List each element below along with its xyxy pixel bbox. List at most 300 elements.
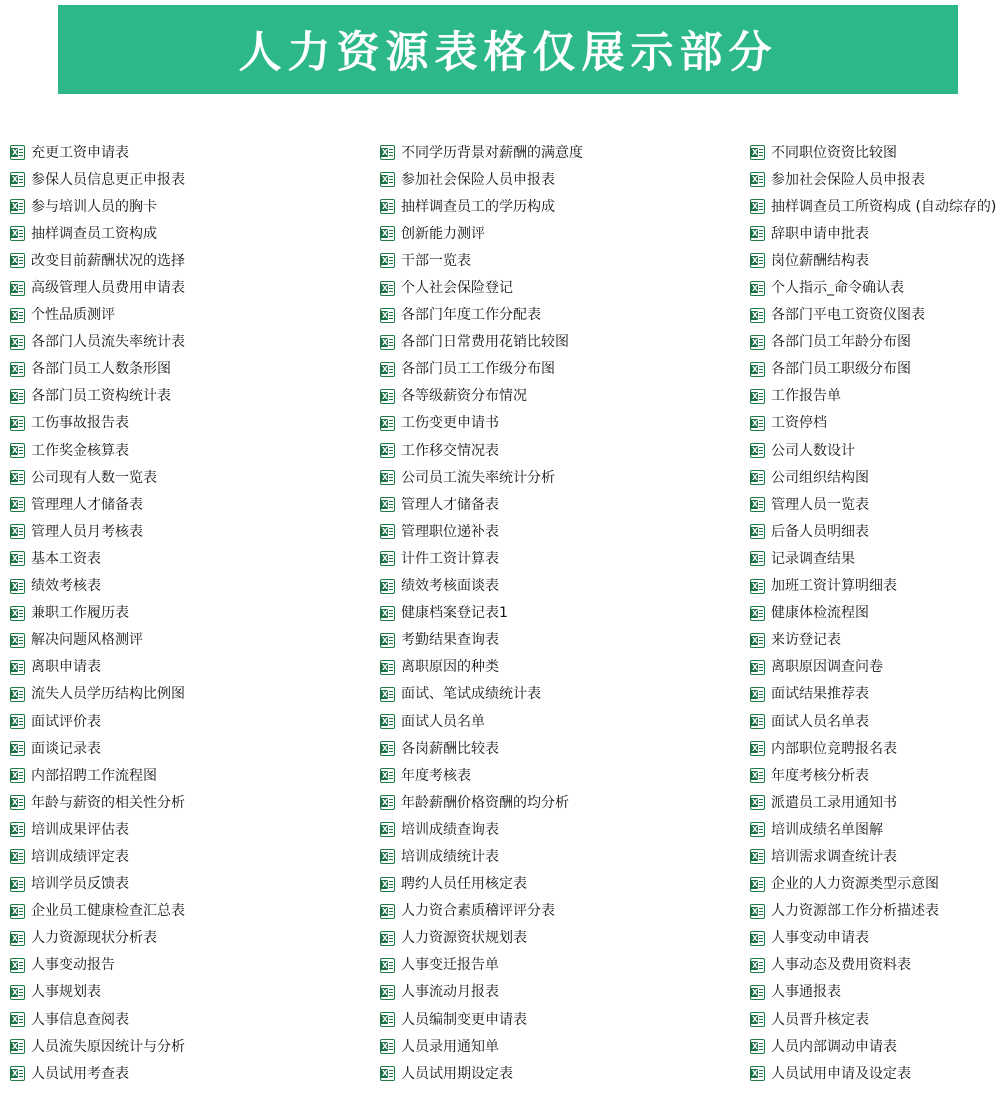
file-list-item[interactable]	[380, 600, 740, 627]
file-list-item[interactable]	[380, 1060, 740, 1087]
excel-file-icon	[750, 985, 765, 1000]
excel-file-icon	[750, 660, 765, 675]
file-list-item[interactable]	[10, 681, 370, 708]
file-name: 人力资源资状规划表	[401, 930, 527, 947]
file-name: 健康体检流程图	[771, 605, 869, 622]
file-name: 工伤事故报告表	[31, 415, 129, 432]
file-list-item[interactable]	[380, 518, 740, 545]
excel-file-icon	[10, 877, 25, 892]
file-name: 各等级薪资分布情况	[401, 388, 527, 405]
file-list-item[interactable]	[750, 762, 1000, 789]
excel-file-icon	[10, 822, 25, 837]
excel-file-icon	[380, 199, 395, 214]
file-list-item[interactable]	[380, 681, 740, 708]
file-list-item[interactable]	[750, 247, 1000, 274]
file-name: 抽样调查员工的学历构成	[401, 198, 555, 215]
file-name: 参与培训人员的胸卡	[31, 198, 157, 215]
file-list-item[interactable]	[10, 545, 370, 572]
excel-file-icon	[750, 226, 765, 241]
file-list-item[interactable]	[750, 600, 1000, 627]
file-list-item[interactable]	[380, 654, 740, 681]
file-name: 培训成绩名单图解	[771, 821, 883, 838]
file-name: 培训成果评估表	[31, 821, 129, 838]
excel-file-icon	[750, 904, 765, 919]
file-list-item[interactable]	[750, 437, 1000, 464]
file-name: 抽样调查员工所资构成 (自动综存的)	[771, 198, 997, 215]
file-list-item[interactable]	[10, 518, 370, 545]
file-column-1	[10, 139, 370, 1087]
file-list-item[interactable]	[380, 789, 740, 816]
file-list-item[interactable]	[10, 356, 370, 383]
file-name: 计件工资计算表	[401, 550, 499, 567]
excel-file-icon	[10, 849, 25, 864]
file-list-item[interactable]	[750, 518, 1000, 545]
file-name: 各部门员工工作级分布图	[401, 361, 555, 378]
excel-file-icon	[10, 741, 25, 756]
file-name: 健康档案登记表1	[401, 605, 508, 622]
file-list-item[interactable]	[10, 1060, 370, 1087]
excel-file-icon	[10, 551, 25, 566]
file-name: 后备人员明细表	[771, 523, 869, 540]
excel-file-icon	[380, 145, 395, 160]
file-list-item[interactable]	[380, 491, 740, 518]
excel-file-icon	[750, 714, 765, 729]
file-name: 离职原因调查问卷	[771, 659, 883, 676]
file-name: 面试人员名单表	[771, 713, 869, 730]
file-name: 干部一览表	[401, 252, 471, 269]
file-name: 参加社会保险人员申报表	[771, 171, 925, 188]
file-list-item[interactable]	[380, 464, 740, 491]
file-list-item[interactable]	[380, 383, 740, 410]
excel-file-icon	[380, 362, 395, 377]
file-name: 公司现有人数一览表	[31, 469, 157, 486]
excel-file-icon	[380, 335, 395, 350]
excel-file-icon	[380, 877, 395, 892]
file-list-item[interactable]	[10, 871, 370, 898]
file-list-item[interactable]	[750, 329, 1000, 356]
excel-file-icon	[750, 172, 765, 187]
file-name: 工作奖金核算表	[31, 442, 129, 459]
file-name: 兼职工作履历表	[31, 605, 129, 622]
excel-file-icon	[380, 985, 395, 1000]
excel-file-icon	[380, 633, 395, 648]
file-list-item[interactable]	[380, 627, 740, 654]
file-list-item[interactable]	[380, 356, 740, 383]
file-list-item[interactable]	[10, 979, 370, 1006]
file-name: 离职原因的种类	[401, 659, 499, 676]
file-list-item[interactable]	[10, 1006, 370, 1033]
file-list-item[interactable]	[750, 220, 1000, 247]
file-list-item[interactable]	[10, 383, 370, 410]
excel-file-icon	[380, 1039, 395, 1054]
file-name: 年度考核分析表	[771, 767, 869, 784]
excel-file-icon	[750, 308, 765, 323]
excel-file-icon	[380, 931, 395, 946]
file-list-item[interactable]	[750, 898, 1000, 925]
file-list-item[interactable]	[380, 925, 740, 952]
file-name: 人事通报表	[771, 984, 841, 1001]
excel-file-icon	[750, 281, 765, 296]
file-name: 人事信息查阅表	[31, 1011, 129, 1028]
file-list-item[interactable]	[380, 573, 740, 600]
file-column-3	[750, 139, 1000, 1087]
file-list-item[interactable]	[380, 898, 740, 925]
excel-file-icon	[380, 443, 395, 458]
file-list-item[interactable]	[10, 437, 370, 464]
file-name: 记录调查结果	[771, 550, 855, 567]
excel-file-icon	[10, 931, 25, 946]
excel-file-icon	[380, 389, 395, 404]
excel-file-icon	[750, 687, 765, 702]
file-name: 年龄薪酬价格资酬的均分析	[401, 794, 569, 811]
file-list-item[interactable]	[10, 573, 370, 600]
file-list-item[interactable]	[380, 762, 740, 789]
file-name: 管理理人才储备表	[31, 496, 143, 513]
file-list-item[interactable]	[10, 274, 370, 301]
file-name: 培训学员反馈表	[31, 876, 129, 893]
excel-file-icon	[750, 443, 765, 458]
excel-file-icon	[10, 362, 25, 377]
file-list-item[interactable]	[10, 925, 370, 952]
file-list-item[interactable]	[750, 708, 1000, 735]
excel-file-icon	[10, 985, 25, 1000]
file-name: 公司人数设计	[771, 442, 855, 459]
excel-file-icon	[10, 633, 25, 648]
file-name: 参保人员信息更正申报表	[31, 171, 185, 188]
file-name: 管理人员一览表	[771, 496, 869, 513]
excel-file-icon	[10, 389, 25, 404]
file-list-item[interactable]	[380, 247, 740, 274]
file-name: 离职申请表	[31, 659, 101, 676]
file-name: 辞职申请申批表	[771, 225, 869, 242]
excel-file-icon	[10, 524, 25, 539]
file-list-item[interactable]	[750, 1006, 1000, 1033]
file-name: 内部职位竞聘报名表	[771, 740, 897, 757]
excel-file-icon	[10, 606, 25, 621]
file-name: 各部门日常费用花销比较图	[401, 334, 569, 351]
file-name: 培训成绩查询表	[401, 821, 499, 838]
file-list-item[interactable]	[750, 1033, 1000, 1060]
file-name: 绩效考核表	[31, 578, 101, 595]
file-list-item[interactable]	[380, 979, 740, 1006]
file-name: 聘约人员任用核定表	[401, 876, 527, 893]
file-list-item[interactable]	[10, 762, 370, 789]
file-name: 参加社会保险人员申报表	[401, 171, 555, 188]
excel-file-icon	[10, 1012, 25, 1027]
excel-file-icon	[10, 443, 25, 458]
excel-file-icon	[10, 335, 25, 350]
file-name: 内部招聘工作流程图	[31, 767, 157, 784]
file-name: 抽样调查员工资构成	[31, 225, 157, 242]
file-list-item[interactable]	[750, 139, 1000, 166]
file-list-item[interactable]	[10, 302, 370, 329]
file-name: 人员试用申请及设定表	[771, 1065, 911, 1082]
excel-file-icon	[380, 281, 395, 296]
file-name: 创新能力测评	[401, 225, 485, 242]
file-list-item[interactable]	[750, 654, 1000, 681]
file-name: 培训成绩评定表	[31, 848, 129, 865]
file-list-item[interactable]	[750, 843, 1000, 870]
file-list-item[interactable]	[380, 1006, 740, 1033]
file-name: 人事变迁报告单	[401, 957, 499, 974]
excel-file-icon	[750, 551, 765, 566]
file-list-item[interactable]	[10, 464, 370, 491]
file-list-item[interactable]	[750, 274, 1000, 301]
file-list-item[interactable]	[750, 681, 1000, 708]
excel-file-icon	[750, 145, 765, 160]
excel-file-icon	[750, 199, 765, 214]
file-list-item[interactable]	[750, 925, 1000, 952]
file-list-item[interactable]	[750, 627, 1000, 654]
excel-file-icon	[10, 172, 25, 187]
excel-file-icon	[10, 199, 25, 214]
excel-file-icon	[10, 714, 25, 729]
file-name: 人事流动月报表	[401, 984, 499, 1001]
excel-file-icon	[10, 1066, 25, 1081]
excel-file-icon	[10, 226, 25, 241]
file-name: 各部门员工年龄分布图	[771, 334, 911, 351]
file-name: 各部门平电工资资仪图表	[771, 307, 925, 324]
file-name: 个人指示_命令确认表	[771, 280, 904, 297]
file-name: 人事动态及费用资料表	[771, 957, 911, 974]
file-name: 人员试用期设定表	[401, 1065, 513, 1082]
file-name: 人员流失原因统计与分析	[31, 1038, 185, 1055]
file-name: 各部门年度工作分配表	[401, 307, 541, 324]
file-name: 流失人员学历结构比例图	[31, 686, 185, 703]
excel-file-icon	[750, 1066, 765, 1081]
file-list-item[interactable]	[10, 166, 370, 193]
file-list-item[interactable]	[380, 410, 740, 437]
file-name: 个性品质测评	[31, 307, 115, 324]
excel-file-icon	[750, 416, 765, 431]
file-name: 面谈记录表	[31, 740, 101, 757]
excel-file-icon	[750, 741, 765, 756]
file-list-item[interactable]	[750, 356, 1000, 383]
file-list-item[interactable]	[750, 302, 1000, 329]
excel-file-icon	[750, 931, 765, 946]
file-name: 工资停档	[771, 415, 827, 432]
file-list-item[interactable]	[380, 708, 740, 735]
file-list-item[interactable]	[10, 491, 370, 518]
file-list-item[interactable]	[10, 816, 370, 843]
file-list-item[interactable]	[750, 573, 1000, 600]
file-name: 各部门人员流失率统计表	[31, 334, 185, 351]
excel-file-icon	[750, 335, 765, 350]
file-name: 面试、笔试成绩统计表	[401, 686, 541, 703]
excel-file-icon	[380, 606, 395, 621]
file-list-item[interactable]	[750, 166, 1000, 193]
file-name: 不同职位资资比较图	[771, 144, 897, 161]
file-name: 公司组织结构图	[771, 469, 869, 486]
file-list-item[interactable]	[10, 708, 370, 735]
excel-file-icon	[380, 579, 395, 594]
title-banner	[58, 5, 958, 94]
excel-file-icon	[750, 362, 765, 377]
excel-file-icon	[10, 958, 25, 973]
excel-file-icon	[10, 145, 25, 160]
excel-file-icon	[750, 958, 765, 973]
file-list-item[interactable]	[380, 735, 740, 762]
file-name: 公司员工流失率统计分析	[401, 469, 555, 486]
excel-file-icon	[10, 660, 25, 675]
file-name: 绩效考核面谈表	[401, 578, 499, 595]
file-name: 解决问题风格测评	[31, 632, 143, 649]
excel-file-icon	[750, 579, 765, 594]
file-name: 高级管理人员费用申请表	[31, 280, 185, 297]
file-name: 改变目前薪酬状况的选择	[31, 252, 185, 269]
excel-file-icon	[750, 768, 765, 783]
file-list-item[interactable]	[380, 302, 740, 329]
file-name: 企业员工健康检查汇总表	[31, 903, 185, 920]
file-list-item[interactable]	[380, 545, 740, 572]
excel-file-icon	[10, 795, 25, 810]
file-column-2	[380, 139, 740, 1087]
file-list-item[interactable]	[10, 329, 370, 356]
file-name: 人力资合素质稽评评分表	[401, 903, 555, 920]
excel-file-icon	[380, 172, 395, 187]
file-name: 派遣员工录用通知书	[771, 794, 897, 811]
excel-file-icon	[380, 849, 395, 864]
excel-file-icon	[10, 416, 25, 431]
excel-file-icon	[750, 389, 765, 404]
excel-file-icon	[380, 524, 395, 539]
file-list-item[interactable]	[750, 545, 1000, 572]
excel-file-icon	[380, 687, 395, 702]
file-list-item[interactable]	[380, 274, 740, 301]
file-name: 人事变动报告	[31, 957, 115, 974]
excel-file-icon	[10, 687, 25, 702]
file-list-item[interactable]	[750, 789, 1000, 816]
excel-file-icon	[750, 606, 765, 621]
file-name: 人员试用考查表	[31, 1065, 129, 1082]
excel-file-icon	[380, 741, 395, 756]
excel-file-icon	[380, 551, 395, 566]
excel-file-icon	[380, 795, 395, 810]
file-list-item[interactable]	[750, 464, 1000, 491]
file-list-item[interactable]	[10, 952, 370, 979]
file-name: 年度考核表	[401, 767, 471, 784]
file-name: 来访登记表	[771, 632, 841, 649]
file-list-item[interactable]	[10, 139, 370, 166]
file-name: 各部门员工资构统计表	[31, 388, 171, 405]
file-name: 培训成绩统计表	[401, 848, 499, 865]
file-name: 管理职位递补表	[401, 523, 499, 540]
excel-file-icon	[10, 253, 25, 268]
file-list-item[interactable]	[380, 166, 740, 193]
file-name: 各部门员工职级分布图	[771, 361, 911, 378]
file-list-item[interactable]	[750, 816, 1000, 843]
file-list-item[interactable]	[750, 491, 1000, 518]
excel-file-icon	[380, 822, 395, 837]
file-name: 基本工资表	[31, 550, 101, 567]
excel-file-icon	[750, 1012, 765, 1027]
excel-file-icon	[380, 470, 395, 485]
excel-file-icon	[380, 253, 395, 268]
file-list-item[interactable]	[750, 735, 1000, 762]
excel-file-icon	[10, 1039, 25, 1054]
excel-file-icon	[750, 877, 765, 892]
file-name: 培训需求调查统计表	[771, 848, 897, 865]
file-list-item[interactable]	[750, 383, 1000, 410]
excel-file-icon	[380, 768, 395, 783]
file-name: 岗位薪酬结构表	[771, 252, 869, 269]
excel-file-icon	[750, 1039, 765, 1054]
excel-file-icon	[10, 281, 25, 296]
file-list-item[interactable]	[750, 979, 1000, 1006]
excel-file-icon	[380, 660, 395, 675]
file-name: 人力资源现状分析表	[31, 930, 157, 947]
file-list-item[interactable]	[10, 898, 370, 925]
file-list-item[interactable]	[750, 1060, 1000, 1087]
file-name: 工作移交情况表	[401, 442, 499, 459]
file-name: 人员内部调动申请表	[771, 1038, 897, 1055]
file-name: 面试结果推荐表	[771, 686, 869, 703]
file-list-item[interactable]	[380, 1033, 740, 1060]
excel-file-icon	[10, 579, 25, 594]
excel-file-icon	[750, 497, 765, 512]
file-list-item[interactable]	[380, 220, 740, 247]
file-name: 人员录用通知单	[401, 1038, 499, 1055]
excel-file-icon	[380, 1012, 395, 1027]
file-list-item[interactable]	[10, 410, 370, 437]
file-name: 人员晋升核定表	[771, 1011, 869, 1028]
file-name: 工伤变更申请书	[401, 415, 499, 432]
excel-file-icon	[380, 904, 395, 919]
file-list-item[interactable]	[10, 1033, 370, 1060]
excel-file-icon	[10, 497, 25, 512]
file-name: 企业的人力资源类型示意图	[771, 876, 939, 893]
excel-file-icon	[750, 524, 765, 539]
file-list-item[interactable]	[10, 600, 370, 627]
excel-file-icon	[10, 904, 25, 919]
excel-file-icon	[10, 768, 25, 783]
excel-file-icon	[750, 470, 765, 485]
excel-file-icon	[380, 497, 395, 512]
file-name: 工作报告单	[771, 388, 841, 405]
file-list-item[interactable]	[380, 843, 740, 870]
file-list-item[interactable]	[380, 193, 740, 220]
file-list-item[interactable]	[750, 871, 1000, 898]
file-list-item[interactable]	[10, 193, 370, 220]
file-list-item[interactable]	[750, 410, 1000, 437]
excel-file-icon	[380, 416, 395, 431]
file-list-item[interactable]	[10, 627, 370, 654]
file-name: 加班工资计算明细表	[771, 578, 897, 595]
excel-file-icon	[10, 308, 25, 323]
file-list-item[interactable]	[380, 437, 740, 464]
excel-file-icon	[380, 226, 395, 241]
file-list-item[interactable]	[380, 952, 740, 979]
excel-file-icon	[750, 253, 765, 268]
file-list-item[interactable]	[380, 816, 740, 843]
excel-file-icon	[750, 849, 765, 864]
file-list-item[interactable]	[10, 220, 370, 247]
file-list-item[interactable]	[10, 654, 370, 681]
file-list-item[interactable]	[750, 952, 1000, 979]
file-list-item[interactable]	[10, 735, 370, 762]
file-list-item[interactable]	[10, 843, 370, 870]
file-name: 管理人才储备表	[401, 496, 499, 513]
file-list-item[interactable]	[10, 247, 370, 274]
file-list-item[interactable]	[380, 871, 740, 898]
file-list-item[interactable]	[10, 789, 370, 816]
file-list-item[interactable]	[380, 329, 740, 356]
file-list-item[interactable]	[750, 193, 1000, 220]
excel-file-icon	[750, 795, 765, 810]
excel-file-icon	[10, 470, 25, 485]
file-name: 年龄与薪资的相关性分析	[31, 794, 185, 811]
file-list-item[interactable]	[380, 139, 740, 166]
